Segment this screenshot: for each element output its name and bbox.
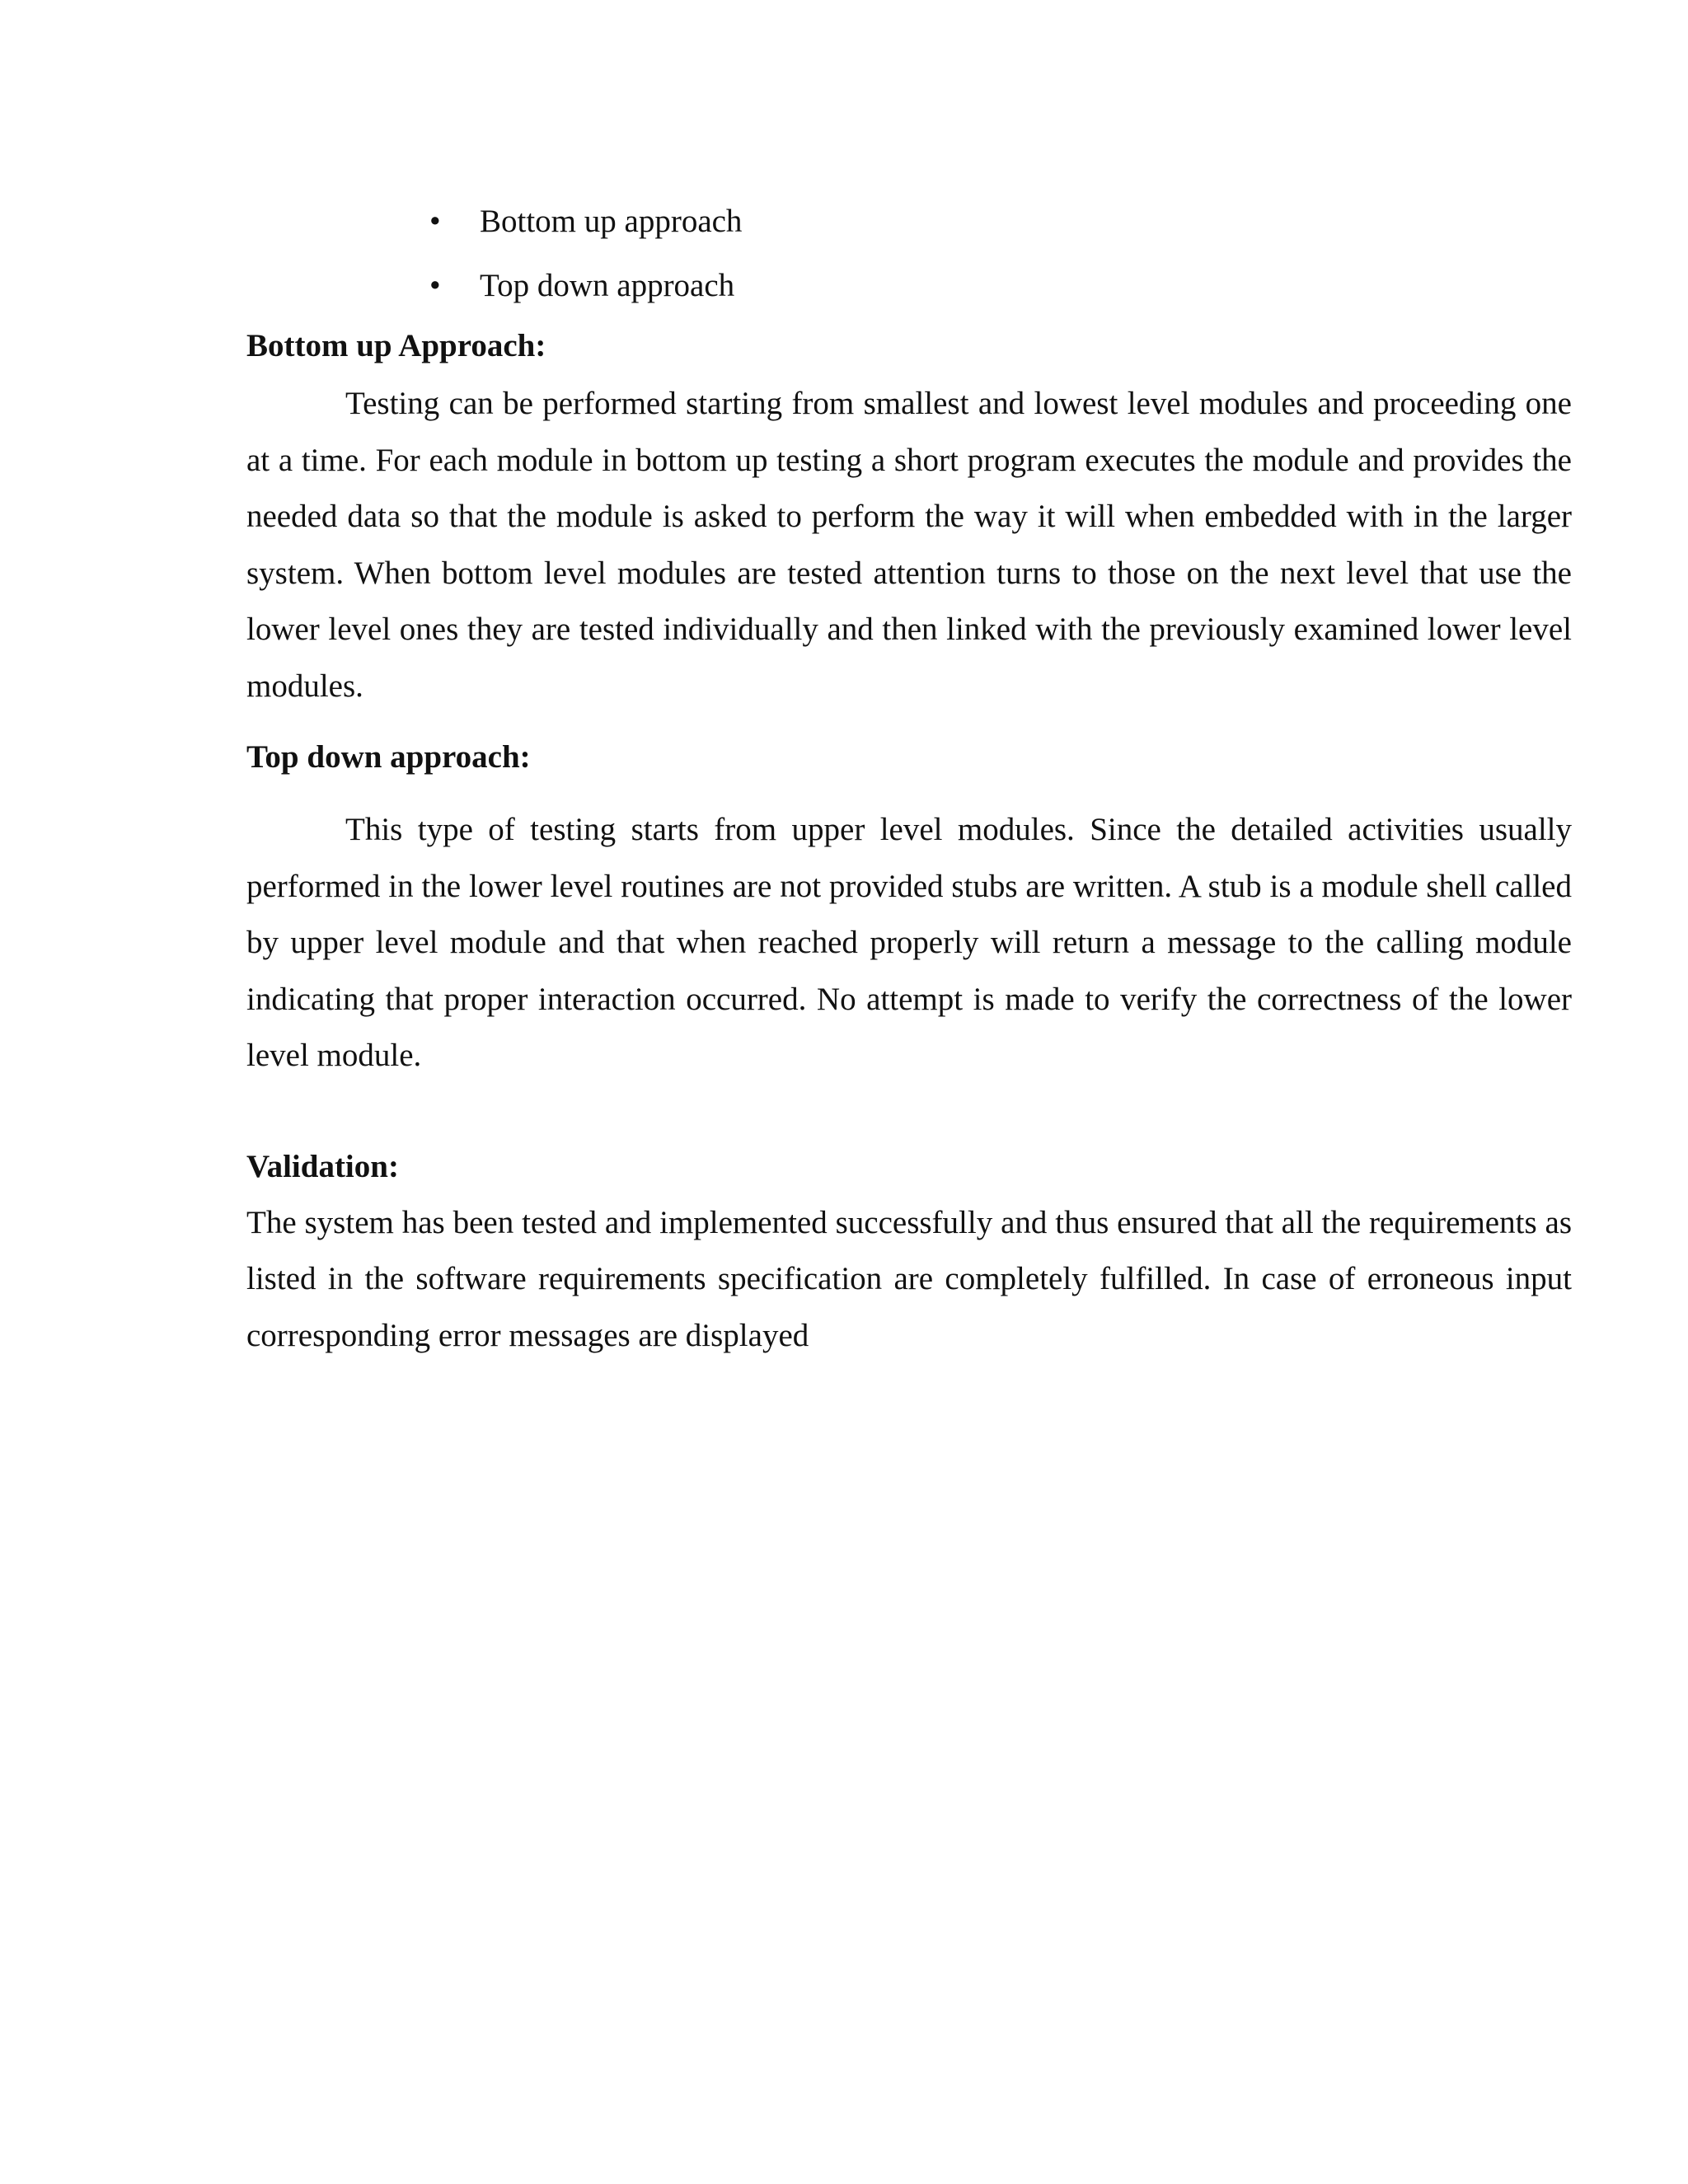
validation-paragraph: The system has been tested and implemented successfully and thus ensured that all the requirements as listed in the software requirements specification are completely fulfilled. In case of erroneous input corresponding error messages are displayed: [246, 1204, 1572, 1353]
bullet-text: Bottom up approach: [480, 204, 743, 239]
bottom-up-heading: Bottom up Approach:: [246, 328, 546, 363]
document-page: [246, 190, 1572, 1364]
bullet-text: Top down approach: [480, 268, 735, 303]
bullet-icon: •: [429, 268, 441, 303]
bullet-icon: •: [429, 204, 441, 239]
top-down-paragraph: This type of testing starts from upper level modules. Since the detailed activities usually performed in the lower level routines are not provided stubs are written. A stub is a module shell called by upper level module and that when reached properly will return a message to the calling module indicating that proper interaction occurred. No attempt is made to verify the correctness of the lower level module.: [246, 812, 1572, 1073]
approach-bullet-list: [246, 190, 1572, 318]
validation-heading: Validation:: [246, 1148, 399, 1184]
bullet-item: [246, 190, 1572, 254]
bottom-up-paragraph: Testing can be performed starting from smallest and lowest level modules and proceeding one at a time. For each module in bottom up testing a short program executes the module and provides the needed data so that the module is asked to perform the way it will when embedded with in the larger system. When bottom level modules are tested attention turns to those on the next level that use the lower level ones they are tested individually and then linked with the previously examined lower level modules.: [246, 386, 1572, 704]
top-down-heading: Top down approach:: [246, 739, 531, 775]
bullet-item: [246, 254, 1572, 318]
